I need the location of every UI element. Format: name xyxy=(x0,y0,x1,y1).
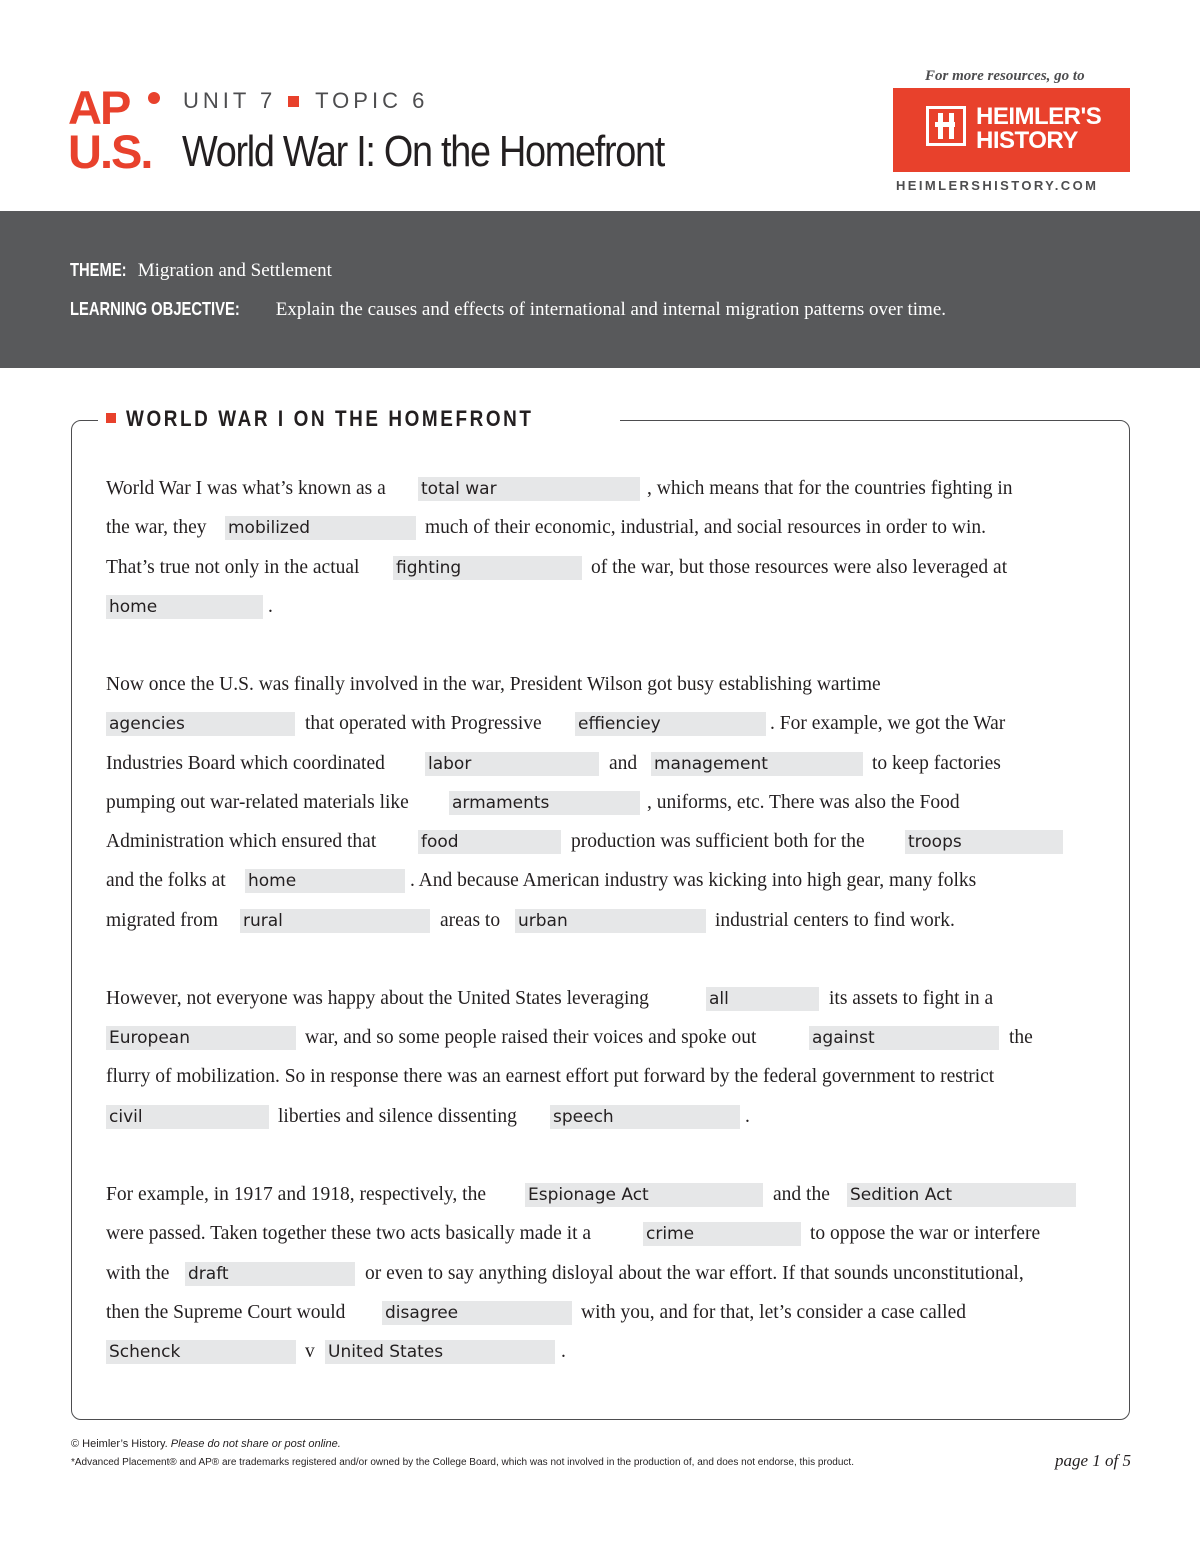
text-line xyxy=(0,984,1200,1014)
body-text: v xyxy=(305,1341,315,1362)
topic-text: TOPIC 6 xyxy=(315,88,429,113)
body-text: migrated from xyxy=(106,910,219,931)
answer-blank[interactable]: against xyxy=(809,1026,999,1050)
theme-band xyxy=(0,211,1200,368)
text-line xyxy=(0,1298,1200,1328)
text-line xyxy=(0,1219,1200,1249)
body-text: to oppose the war or interfere xyxy=(810,1223,1041,1244)
body-text: the xyxy=(1009,1027,1033,1048)
footer-trademark: *Advanced Placement® and AP® are trademarks registered and/or owned by the College Board, which was not involved in the production of, and does not endorse, this product. xyxy=(71,1457,854,1468)
body-text: pumping out war-related materials like xyxy=(106,792,409,813)
body-text: . For example, we got the War xyxy=(770,713,1006,734)
body-text: much of their economic, industrial, and social resources in order to win. xyxy=(425,517,987,538)
objective-label: LEARNING OBJECTIVE: xyxy=(70,299,240,319)
body-text: Administration which ensured that xyxy=(106,831,377,852)
body-text: or even to say anything disloyal about the war effort. If that sounds unconstitutional, xyxy=(365,1263,1024,1284)
body-text: its assets to fight in a xyxy=(829,988,994,1009)
body-text: . xyxy=(561,1341,566,1362)
heimler-brand-logo xyxy=(893,88,1130,172)
body-text: liberties and silence dissenting xyxy=(278,1106,517,1127)
square-bullet-icon xyxy=(288,96,299,107)
body-text: then the Supreme Court would xyxy=(106,1302,346,1323)
body-text: war, and so some people raised their voices and spoke out xyxy=(305,1027,757,1048)
body-text: were passed. Taken together these two acts basically made it a xyxy=(106,1223,592,1244)
answer-blank[interactable]: troops xyxy=(905,830,1063,854)
text-line xyxy=(0,866,1200,896)
answer-blank[interactable]: urban xyxy=(515,909,706,933)
text-line xyxy=(0,670,1200,700)
text-line xyxy=(0,709,1200,739)
brand-line-2: HISTORY xyxy=(976,127,1078,154)
text-line xyxy=(0,749,1200,779)
body-text: that operated with Progressive xyxy=(305,713,542,734)
body-text: industrial centers to find work. xyxy=(715,910,955,931)
body-text: production was sufficient both for the xyxy=(571,831,865,852)
text-line xyxy=(0,827,1200,857)
registered-dot-icon xyxy=(148,92,160,104)
brand-line-1: HEIMLER'S xyxy=(976,103,1102,130)
answer-blank[interactable]: United States xyxy=(325,1340,555,1364)
footer-copyright xyxy=(71,1438,341,1450)
unit-text: UNIT 7 xyxy=(183,88,277,113)
answer-blank[interactable]: armaments xyxy=(449,791,640,815)
body-text: and xyxy=(609,753,638,774)
answer-blank[interactable]: speech xyxy=(550,1105,740,1129)
body-text: flurry of mobilization. So in response there was an earnest effort put forward by the federal government to restrict xyxy=(106,1066,995,1087)
logo-ap-text: AP xyxy=(68,81,130,134)
text-line xyxy=(0,1337,1200,1367)
body-text: the war, they xyxy=(106,517,207,538)
share-notice: Please do not share or post online. xyxy=(170,1438,341,1450)
page-number: page 1 of 5 xyxy=(1055,1451,1132,1470)
ap-us-logo xyxy=(68,81,168,178)
body-text: . xyxy=(745,1106,750,1127)
brand-url: HEIMLERSHISTORY.COM xyxy=(896,178,1099,193)
body-text: However, not everyone was happy about the United States leveraging xyxy=(106,988,649,1009)
body-text: areas to xyxy=(440,910,501,931)
answer-blank[interactable]: Schenck xyxy=(106,1340,296,1364)
copyright-text: © Heimler’s History. xyxy=(71,1438,168,1450)
logo-us-text: U.S. xyxy=(68,125,152,178)
answer-blank[interactable]: effienciey xyxy=(575,712,766,736)
text-line xyxy=(0,474,1200,504)
answer-blank[interactable]: food xyxy=(418,830,561,854)
answer-blank[interactable]: crime xyxy=(643,1222,801,1246)
answer-blank[interactable]: mobilized xyxy=(225,516,416,540)
body-text: . And because American industry was kicking into high gear, many folks xyxy=(410,870,977,891)
answer-blank[interactable]: civil xyxy=(106,1105,269,1129)
page-title: World War I: On the Homefront xyxy=(182,127,665,176)
answer-blank[interactable]: European xyxy=(106,1026,296,1050)
answer-blank[interactable]: disagree xyxy=(382,1301,572,1325)
answer-blank[interactable]: agencies xyxy=(106,712,295,736)
answer-blank[interactable]: Sedition Act xyxy=(847,1183,1076,1207)
body-text: to keep factories xyxy=(872,753,1001,774)
text-line xyxy=(0,513,1200,543)
body-text: , uniforms, etc. There was also the Food xyxy=(647,792,960,813)
body-text: and the folks at xyxy=(106,870,226,891)
text-line xyxy=(0,906,1200,936)
objective-value: Explain the causes and effects of international and internal migration patterns over time. xyxy=(275,299,947,320)
answer-blank[interactable]: fighting xyxy=(393,556,582,580)
text-line xyxy=(0,1102,1200,1132)
square-bullet-icon xyxy=(106,413,116,423)
text-line xyxy=(0,1180,1200,1210)
theme-value: Migration and Settlement xyxy=(137,260,332,281)
text-line xyxy=(0,788,1200,818)
body-text: Now once the U.S. was finally involved in the war, President Wilson got busy establishing wartime xyxy=(106,674,881,695)
body-text: and the xyxy=(773,1184,830,1205)
theme-label: THEME: xyxy=(70,260,127,280)
answer-blank[interactable]: labor xyxy=(425,752,599,776)
text-line xyxy=(0,592,1200,622)
answer-blank[interactable]: all xyxy=(706,987,819,1011)
heimler-h-bar xyxy=(935,122,955,127)
objective-row xyxy=(70,299,946,321)
body-text: of the war, but those resources were also leveraged at xyxy=(591,557,1008,578)
body-text: . xyxy=(268,596,273,617)
text-line xyxy=(0,1259,1200,1289)
body-text: World War I was what’s known as a xyxy=(106,478,386,499)
answer-blank[interactable]: Espionage Act xyxy=(525,1183,763,1207)
answer-blank[interactable]: total war xyxy=(418,477,640,501)
text-line xyxy=(0,1062,1200,1092)
unit-topic-label xyxy=(183,88,428,114)
theme-row xyxy=(70,260,332,282)
answer-blank[interactable]: home xyxy=(106,595,263,619)
section-heading xyxy=(98,406,620,432)
answer-blank[interactable]: rural xyxy=(240,909,430,933)
resources-text: For more resources, go to xyxy=(925,68,1085,84)
answer-blank[interactable]: management xyxy=(651,752,863,776)
text-line xyxy=(0,1023,1200,1053)
body-text: For example, in 1917 and 1918, respectively, the xyxy=(106,1184,486,1205)
text-line xyxy=(0,553,1200,583)
body-text: That’s true not only in the actual xyxy=(106,557,360,578)
body-text: with the xyxy=(106,1263,170,1284)
answer-blank[interactable]: home xyxy=(245,869,405,893)
answer-blank[interactable]: draft xyxy=(185,1262,355,1286)
body-text: Industries Board which coordinated xyxy=(106,753,385,774)
section-heading-text: WORLD WAR I ON THE HOMEFRONT xyxy=(126,406,534,431)
body-text: , which means that for the countries fighting in xyxy=(647,478,1013,499)
body-text: with you, and for that, let’s consider a case called xyxy=(581,1302,966,1323)
